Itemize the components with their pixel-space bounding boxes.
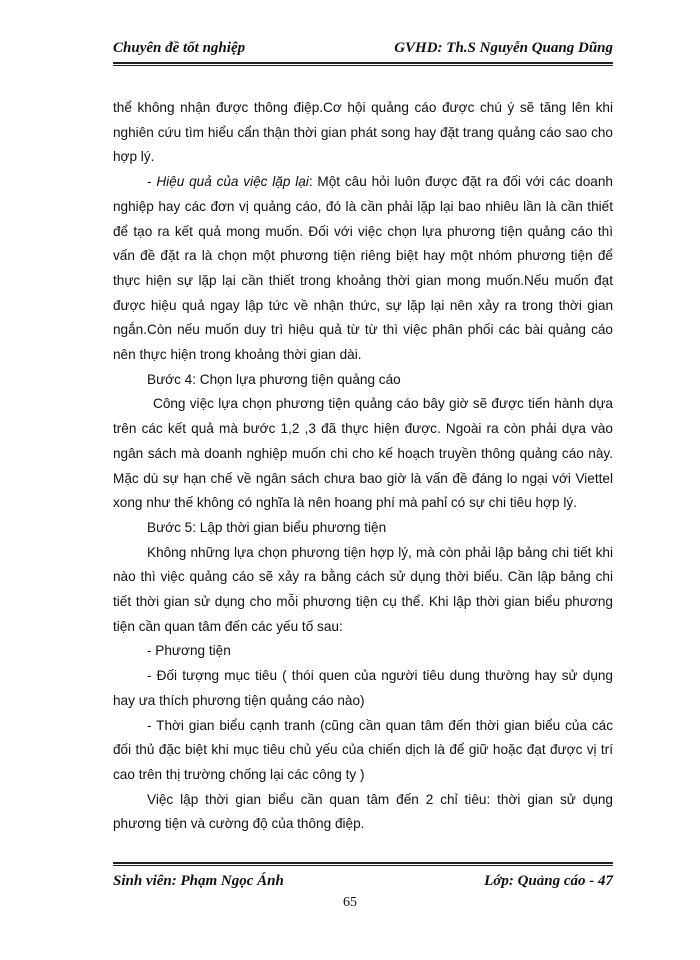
paragraph: Không những lựa chọn phương tiện hợp lý, mà còn phải lập bảng chi tiết khi nào thì việc quảng cáo sẽ xảy ra bằng cách sử dụng thời biểu. Cần lập bảng chi tiết thời gian sử dụng cho mỗi phương tiện cụ thể. Khi lập thời gian biểu phương tiện cần quan tâm đến các yếu tố sau: — [113, 544, 613, 634]
document-body — [113, 96, 613, 837]
header-advisor: GVHD: Th.S Nguyễn Quang Dũng — [394, 40, 613, 56]
paragraph-repetition: - Hiệu quả của việc lặp lại: Một câu hỏi luôn được đặt ra đối với các doanh nghiệp hay các đơn vị quảng cáo, đó là cần phải lặp lại bao nhiêu lần là cần thiết để tạo ra kết quả mong muốn. Đối với việc chọn lựa phương tiện quảng cáo thì vấn đề đặt ra là chọn một phương tiện riêng biệt hay một nhóm phương tiện để thực hiện sự lặp lại cần thiết trong khoảng thời gian mong muốn.Nếu muốn đạt được hiệu quả ngay lập tức về nhận thức, sự lặp lại nên xảy ra trong thời gian ngắn.Còn nếu muốn duy trì hiệu quả từ từ thì việc phân phối các bài quảng cáo nên thực hiện trong khoảng thời gian dài. — [113, 174, 613, 363]
italic-term: Hiệu quả của việc lặp lại — [156, 174, 309, 190]
footer-rule — [113, 862, 613, 866]
page-header — [113, 40, 613, 57]
footer-student: Sinh viên: Phạm Ngọc Ánh — [113, 873, 284, 889]
footer-class: Lớp: Quảng cáo - 47 — [484, 873, 613, 889]
step-heading-4: Bước 4: Chọn lựa phương tiện quảng cáo — [147, 371, 401, 387]
step-heading-5: Bước 5: Lập thời gian biểu phương tiện — [147, 519, 387, 535]
paragraph: thể không nhận được thông điệp.Cơ hội quảng cáo được chú ý sẽ tăng lên khi nghiên cứu tìm hiểu cẩn thận thời gian phát song hay đặt trang quảng cáo sao cho hợp lý. — [113, 100, 613, 165]
paragraph: Công việc lựa chọn phương tiện quảng cáo bây giờ sẽ được tiến hành dựa trên các kết quả mà bước 1,2 ,3 đã thực hiện được. Ngoài ra còn phải dựa vào ngân sách mà doanh nghiệp muốn chi cho kế hoạch truyền thông quảng cáo này. Mặc dù sự hạn chế về ngân sách chưa bao giờ là vấn đề đáng lo ngại với Viettel xong như thế không có nghĩa là nên hoang phí mà pahỉ có sự chi tiêu hợp lý. — [113, 396, 613, 511]
header-title: Chuyên đề tốt nghiệp — [113, 40, 246, 56]
list-item: - Phương tiện — [147, 643, 231, 659]
paragraph: Việc lập thời gian biểu cần quan tâm đến 2 chỉ tiêu: thời gian sử dụng phương tiện và cường độ của thông điệp. — [113, 791, 613, 832]
list-item: - Đối tượng mục tiêu ( thói quen của người tiêu dung thường hay sử dụng hay ưa thích phương tiện quảng cáo nào) — [113, 668, 613, 708]
page-number: 65 — [343, 895, 357, 910]
page-footer — [113, 873, 613, 890]
list-item: - Thời gian biểu cạnh tranh (cũng cần quan tâm đến thời gian biểu của các đối thủ đặc biệt khi mục tiêu chủ yếu của chiến dịch là để giữ hoặc đạt được vị trí cao trên thị trường chống lại các công ty ) — [113, 717, 613, 782]
header-rule — [113, 62, 613, 66]
